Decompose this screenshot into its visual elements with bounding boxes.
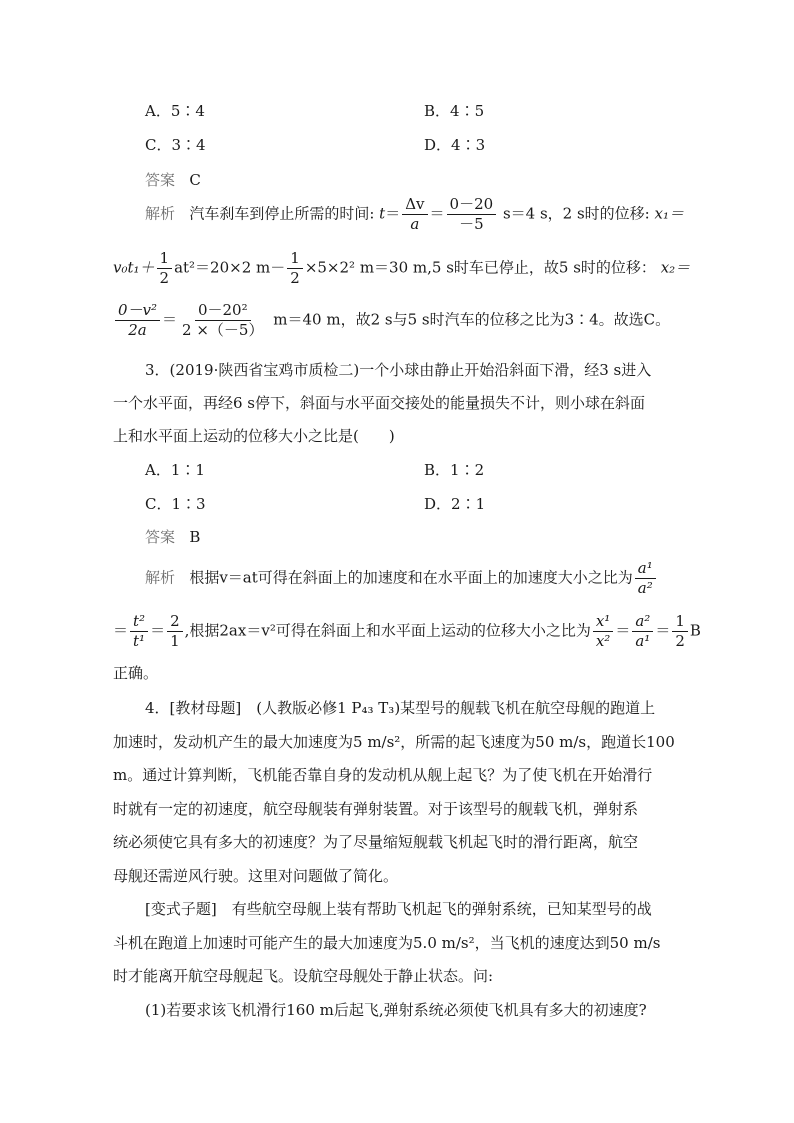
- q4-line1: 4．[教材母题] (人教版必修1 P₄₃ T₃)某型号的舰载飞机在航空母舰的跑道上: [145, 699, 656, 717]
- answer-value: B: [189, 528, 201, 546]
- q3-analysis-line1: 解析 根据v＝at可得在斜面上的加速度和在水平面上的加速度大小之比为 $\frac{\text{a¹}}{\text{a²}}$: [145, 561, 658, 596]
- q3-stem-line2: 一个水平面，再经6 s停下，斜面与水平面交接处的能量损失不计，则小球在斜面: [113, 394, 646, 412]
- analysis-label: 解析: [145, 568, 176, 587]
- q4-line3: m。通过计算判断，飞机能否靠自身的发动机从舰上起飞？为了使飞机在开始滑行: [113, 766, 653, 784]
- fraction: $\frac{\Delta v}{a}$: [402, 197, 427, 232]
- answer-label: 答案: [145, 528, 176, 546]
- q3-stem-line1: 3．(2019·陕西省宝鸡市质检二)一个小球由静止开始沿斜面下滑，经3 s进入: [145, 361, 652, 379]
- q3-answer: [145, 526, 200, 547]
- analysis-text: 汽车刹车到停止所需的时间:: [189, 204, 375, 223]
- q4-line5: 统必须使它具有多大的初速度？为了尽量缩短舰载飞机起飞时的滑行距离，航空: [113, 833, 639, 851]
- analysis-label: 解析: [145, 204, 176, 223]
- q2-analysis-line3: $\frac{\text{0－v²}}{2a}$ ＝ $\frac{\text{0－20²}}{2 \times(-5)}$ m＝40 m，故2 s与5 s时汽车的位移之比为3∶4。故选C。: [113, 303, 670, 338]
- answer-label: 答案: [145, 171, 176, 189]
- q3-analysis-line2: ＝ $\frac{\text{t²}}{\text{t¹}}$ ＝ $\frac{2}{1}$ ,根据2ax＝v²可得在斜面上和水平面上运动的位移大小之比为 $\frac{\text{x¹}}{\text{x²}}$ ＝ $\frac{\text{a²}}{\text{a¹}}$ ＝ $\frac{1}{2}$ B: [113, 612, 701, 650]
- q3-stem-line3: 上和水平面上运动的位移大小之比是( ): [113, 427, 395, 445]
- fraction: $\frac{0-20}{-5}$: [447, 197, 497, 232]
- q4-line6: 母舰还需逆风行驶。这里对问题做了简化。: [113, 867, 399, 885]
- variant-line1: [变式子题] 有些航空母舰上装有帮助飞机起飞的弹射系统，已知某型号的战: [145, 900, 652, 918]
- fraction: $\frac{1}{2}$: [287, 251, 303, 286]
- fraction: $\frac{1}{2}$: [157, 251, 173, 286]
- fraction: $\frac{2}{1}$: [167, 614, 183, 649]
- q4-line2: 加速时，发动机产生的最大加速度为5 m/s²，所需的起飞速度为50 m/s，跑道长100: [113, 733, 675, 751]
- fraction: $\frac{\text{x¹}}{\text{x²}}$: [593, 614, 613, 649]
- q2-option-c: C．3∶4: [145, 136, 206, 154]
- q3-option-a: A．1∶1: [145, 461, 205, 479]
- variant-sub1: (1)若要求该飞机滑行160 m后起飞,弹射系统必须使飞机具有多大的初速度?: [145, 1001, 647, 1019]
- fraction: $\frac{\text{a¹}}{\text{a²}}$: [635, 561, 656, 596]
- q3-analysis-line3: 正确。: [113, 664, 159, 682]
- fraction: $\frac{1}{2}$: [672, 614, 688, 649]
- variant-line3: 时才能离开航空母舰起飞。设航空母舰处于静止状态。问:: [113, 967, 494, 985]
- answer-value: C: [189, 171, 201, 189]
- fraction: $\frac{\text{0－20²}}{2 \times(-5)}$: [182, 301, 264, 339]
- q4-line4: 时就有一定的初速度，航空母舰装有弹射装置。对于该型号的舰载飞机，弹射系: [113, 800, 639, 818]
- fraction: $\frac{\text{a²}}{\text{a¹}}$: [632, 614, 653, 649]
- q2-analysis-line2: v₀t₁＋ $\frac{1}{2}$ at²＝20×2 m－ $\frac{1}{2}$ ×5×2² m＝30 m,5 s时车已停止，故5 s时的位移： x₂＝: [113, 249, 691, 287]
- q2-option-b: B．4∶5: [424, 102, 485, 120]
- fraction: $\frac{\text{0－v²}}{2a}$: [115, 303, 160, 338]
- q2-analysis-line1: 解析 汽车刹车到停止所需的时间: t＝ $\frac{\Delta v}{a}$ ＝ $\frac{0-20}{-5}$ s＝4 s，2 s时的位移: x₁＝: [145, 195, 685, 233]
- q3-option-c: C．1∶3: [145, 495, 206, 513]
- q3-option-b: B．1∶2: [424, 461, 485, 479]
- q2-option-d: D．4∶3: [424, 136, 486, 154]
- q2-answer: [145, 169, 201, 190]
- q2-option-a: A．5∶4: [145, 102, 205, 120]
- variant-line2: 斗机在跑道上加速时可能产生的最大加速度为5.0 m/s²，当飞机的速度达到50 m/s: [113, 934, 661, 952]
- q3-option-d: D．2∶1: [424, 495, 486, 513]
- fraction: $\frac{\text{t²}}{\text{t¹}}$: [130, 614, 148, 649]
